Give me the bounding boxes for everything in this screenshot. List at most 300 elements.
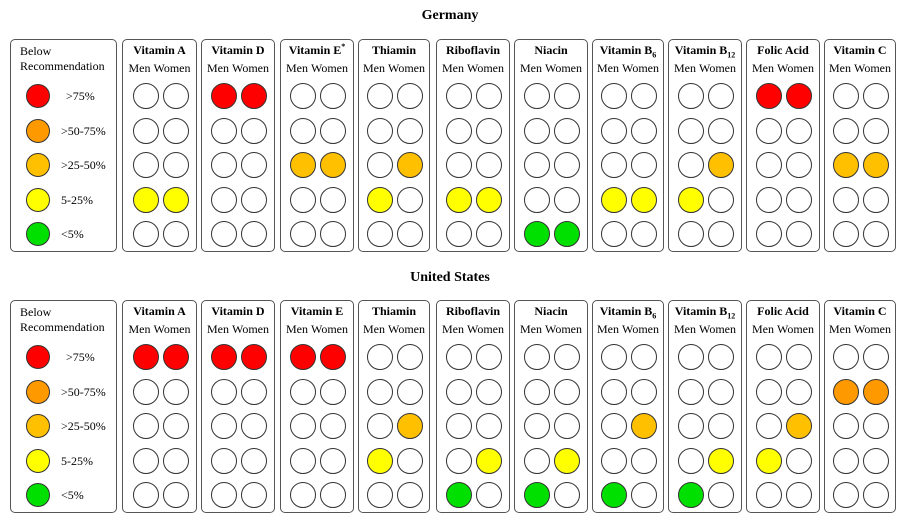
nutrient-name: [593, 304, 663, 321]
men-dot: [678, 152, 704, 178]
nutrient-name-text: Folic Acid: [757, 43, 809, 57]
nutrient-name: [437, 304, 509, 318]
nutrient-column: [668, 39, 742, 252]
women-dot: [163, 448, 189, 474]
women-dot: [554, 413, 580, 439]
nutrient-column: [122, 300, 197, 513]
women-dot: [863, 482, 889, 508]
men-label: Men: [828, 322, 851, 336]
sex-labels: [747, 61, 819, 75]
men-dot: [756, 152, 782, 178]
legend-label: <5%: [61, 488, 84, 502]
men-dot: [211, 152, 237, 178]
nutrient-column: [436, 300, 510, 513]
men-dot: [678, 482, 704, 508]
men-dot: [446, 379, 472, 405]
men-label: Men: [128, 61, 151, 75]
men-dot: [601, 152, 627, 178]
men-dot: [833, 482, 859, 508]
nutrient-name-text: Vitamin E: [288, 43, 342, 57]
men-dot: [133, 221, 159, 247]
men-dot: [601, 118, 627, 144]
women-dot: [320, 413, 346, 439]
nutrient-column: [514, 39, 588, 252]
women-dot: [786, 221, 812, 247]
women-dot: [554, 448, 580, 474]
women-label: Women: [853, 61, 892, 75]
nutrient-column: [436, 39, 510, 252]
men-label: Men: [206, 322, 229, 336]
women-dot: [163, 344, 189, 370]
men-dot: [601, 379, 627, 405]
women-dot: [554, 187, 580, 213]
women-dot: [631, 221, 657, 247]
nutrient-name: [747, 304, 819, 318]
women-dot: [241, 482, 267, 508]
sex-labels: [515, 322, 587, 336]
men-dot: [678, 83, 704, 109]
women-dot: [241, 413, 267, 439]
nutrient-superscript: *: [341, 42, 346, 51]
men-dot: [601, 187, 627, 213]
men-dot: [133, 344, 159, 370]
nutrient-subscript: 12: [727, 50, 736, 60]
women-dot: [476, 118, 502, 144]
men-dot: [601, 482, 627, 508]
men-dot: [524, 221, 550, 247]
men-dot: [446, 118, 472, 144]
women-dot: [163, 187, 189, 213]
men-dot: [133, 83, 159, 109]
men-dot: [678, 221, 704, 247]
sex-labels: [669, 322, 741, 336]
men-dot: [133, 413, 159, 439]
women-dot: [708, 152, 734, 178]
men-dot: [211, 118, 237, 144]
men-label: Men: [441, 61, 464, 75]
nutrient-name: [825, 304, 895, 318]
legend-swatch: [26, 380, 50, 404]
women-dot: [397, 152, 423, 178]
men-label: Men: [751, 322, 774, 336]
men-dot: [601, 83, 627, 109]
legend-heading: [20, 44, 105, 74]
sex-labels: [747, 322, 819, 336]
legend-swatch: [26, 414, 50, 438]
men-label: Men: [362, 322, 385, 336]
women-dot: [320, 83, 346, 109]
men-dot: [446, 482, 472, 508]
men-dot: [133, 118, 159, 144]
men-label: Men: [519, 61, 542, 75]
women-dot: [476, 83, 502, 109]
legend-label: >50-75%: [61, 384, 106, 399]
women-dot: [241, 118, 267, 144]
women-dot: [631, 482, 657, 508]
women-dot: [397, 482, 423, 508]
men-dot: [290, 379, 316, 405]
men-dot: [756, 83, 782, 109]
men-dot: [833, 448, 859, 474]
nutrient-column: [201, 300, 275, 513]
women-dot: [708, 448, 734, 474]
women-dot: [863, 413, 889, 439]
sex-labels: [202, 61, 274, 75]
men-dot: [367, 379, 393, 405]
men-dot: [678, 118, 704, 144]
men-label: Men: [128, 322, 151, 336]
nutrient-name: [359, 304, 429, 318]
women-dot: [786, 448, 812, 474]
women-dot: [476, 344, 502, 370]
sex-labels: [281, 61, 353, 75]
women-dot: [786, 482, 812, 508]
nutrient-name: [825, 43, 895, 57]
nutrient-name-text: Vitamin B: [674, 43, 728, 57]
nutrient-name: [123, 304, 196, 318]
sex-labels: [123, 322, 196, 336]
nutrient-name-text: Vitamin A: [133, 304, 186, 318]
women-dot: [863, 118, 889, 144]
men-label: Men: [673, 322, 696, 336]
nutrient-column: [201, 39, 275, 252]
nutrient-name-text: Vitamin B: [599, 304, 653, 318]
women-dot: [786, 344, 812, 370]
sex-labels: [825, 61, 895, 75]
men-dot: [367, 344, 393, 370]
men-dot: [290, 152, 316, 178]
men-dot: [290, 482, 316, 508]
women-dot: [554, 221, 580, 247]
women-dot: [397, 344, 423, 370]
women-dot: [320, 344, 346, 370]
nutrient-name-text: Vitamin C: [833, 43, 887, 57]
men-dot: [678, 448, 704, 474]
women-dot: [631, 448, 657, 474]
legend-swatch: [26, 345, 50, 369]
men-dot: [524, 379, 550, 405]
men-dot: [678, 344, 704, 370]
legend-heading-line2: Recommendation: [20, 59, 105, 73]
women-dot: [476, 221, 502, 247]
men-dot: [756, 187, 782, 213]
nutrient-name: [281, 43, 353, 57]
women-dot: [320, 152, 346, 178]
women-dot: [631, 118, 657, 144]
men-label: Men: [285, 322, 308, 336]
women-label: Women: [776, 322, 815, 336]
legend-box: [10, 39, 117, 252]
women-dot: [554, 83, 580, 109]
men-dot: [133, 152, 159, 178]
men-dot: [756, 221, 782, 247]
men-dot: [211, 448, 237, 474]
legend-heading-line2: Recommendation: [20, 320, 105, 334]
men-dot: [756, 482, 782, 508]
women-label: Women: [153, 61, 191, 75]
sex-labels: [437, 322, 509, 336]
men-dot: [833, 118, 859, 144]
sex-labels: [359, 322, 429, 336]
legend-swatch: [26, 222, 50, 246]
men-dot: [601, 448, 627, 474]
men-dot: [833, 187, 859, 213]
nutrient-name-text: Thiamin: [371, 304, 416, 318]
women-dot: [397, 83, 423, 109]
women-label: Women: [466, 61, 505, 75]
nutrient-name: [515, 43, 587, 57]
men-dot: [290, 187, 316, 213]
women-dot: [163, 152, 189, 178]
sex-labels: [593, 61, 663, 75]
nutrient-name: [515, 304, 587, 318]
men-dot: [290, 118, 316, 144]
women-label: Women: [466, 322, 505, 336]
sex-labels: [281, 322, 353, 336]
women-dot: [163, 118, 189, 144]
men-dot: [367, 448, 393, 474]
men-dot: [524, 187, 550, 213]
women-dot: [476, 482, 502, 508]
women-dot: [241, 152, 267, 178]
women-label: Women: [153, 322, 191, 336]
men-dot: [211, 187, 237, 213]
women-dot: [631, 379, 657, 405]
legend-heading-line1: Below: [20, 44, 52, 58]
men-dot: [367, 83, 393, 109]
men-dot: [833, 221, 859, 247]
nutrient-name-text: Riboflavin: [445, 43, 500, 57]
women-dot: [786, 187, 812, 213]
nutrient-name-text: Vitamin D: [211, 304, 265, 318]
women-dot: [554, 118, 580, 144]
legend-label: <5%: [61, 227, 84, 241]
men-label: Men: [285, 61, 308, 75]
legend-label: 5-25%: [61, 192, 93, 207]
nutrient-name: [437, 43, 509, 57]
men-dot: [211, 221, 237, 247]
men-dot: [133, 379, 159, 405]
legend-label: >75%: [66, 89, 95, 103]
women-dot: [708, 344, 734, 370]
nutrient-name: [123, 43, 196, 57]
women-dot: [476, 448, 502, 474]
women-label: Women: [310, 61, 349, 75]
men-dot: [601, 413, 627, 439]
men-label: Men: [673, 61, 696, 75]
women-dot: [397, 221, 423, 247]
men-dot: [367, 152, 393, 178]
sex-labels: [669, 61, 741, 75]
men-dot: [211, 379, 237, 405]
nutrient-name-text: Vitamin A: [133, 43, 186, 57]
men-dot: [211, 413, 237, 439]
nutrient-name-text: Thiamin: [371, 43, 416, 57]
women-label: Women: [387, 61, 426, 75]
men-dot: [524, 118, 550, 144]
women-dot: [708, 413, 734, 439]
women-dot: [320, 118, 346, 144]
women-dot: [397, 448, 423, 474]
men-dot: [524, 448, 550, 474]
women-label: Women: [544, 322, 583, 336]
nutrient-name-text: Niacin: [534, 43, 568, 57]
men-dot: [133, 448, 159, 474]
legend-heading-line1: Below: [20, 305, 52, 319]
men-dot: [446, 187, 472, 213]
women-dot: [786, 83, 812, 109]
nutrient-name-text: Vitamin B: [674, 304, 728, 318]
men-dot: [290, 344, 316, 370]
men-dot: [524, 83, 550, 109]
nutrient-name: [593, 43, 663, 60]
nutrient-column: [592, 300, 664, 513]
men-label: Men: [596, 322, 619, 336]
legend-label: >75%: [66, 350, 95, 364]
men-dot: [446, 152, 472, 178]
men-dot: [833, 83, 859, 109]
nutrient-name-text: Niacin: [534, 304, 568, 318]
women-label: Women: [621, 61, 660, 75]
nutrient-column: [358, 300, 430, 513]
men-dot: [524, 344, 550, 370]
nutrient-name: [669, 304, 741, 321]
legend-swatch: [26, 84, 50, 108]
women-label: Women: [310, 322, 349, 336]
women-dot: [320, 448, 346, 474]
women-label: Women: [231, 322, 270, 336]
men-dot: [446, 448, 472, 474]
women-label: Women: [231, 61, 270, 75]
men-dot: [756, 379, 782, 405]
women-dot: [163, 413, 189, 439]
men-label: Men: [751, 61, 774, 75]
men-dot: [290, 83, 316, 109]
men-dot: [446, 413, 472, 439]
sex-labels: [515, 61, 587, 75]
legend-label: >50-75%: [61, 123, 106, 138]
nutrient-name-text: Vitamin D: [211, 43, 265, 57]
men-dot: [367, 187, 393, 213]
women-dot: [708, 379, 734, 405]
women-dot: [397, 118, 423, 144]
men-dot: [211, 482, 237, 508]
men-dot: [133, 187, 159, 213]
nutrient-column: [592, 39, 664, 252]
legend-swatch: [26, 483, 50, 507]
women-dot: [320, 482, 346, 508]
men-dot: [133, 482, 159, 508]
nutrient-name-text: Folic Acid: [757, 304, 809, 318]
men-dot: [367, 482, 393, 508]
women-dot: [397, 187, 423, 213]
legend-swatch: [26, 449, 50, 473]
men-dot: [446, 221, 472, 247]
men-dot: [833, 379, 859, 405]
women-dot: [241, 187, 267, 213]
men-dot: [367, 221, 393, 247]
women-dot: [241, 448, 267, 474]
nutrient-column: [122, 39, 197, 252]
legend-box: [10, 300, 117, 513]
women-dot: [863, 187, 889, 213]
legend-heading: [20, 305, 105, 335]
men-dot: [290, 413, 316, 439]
men-dot: [524, 482, 550, 508]
men-label: Men: [206, 61, 229, 75]
women-dot: [554, 152, 580, 178]
men-label: Men: [441, 322, 464, 336]
nutrient-name-text: Riboflavin: [445, 304, 500, 318]
women-dot: [241, 83, 267, 109]
men-dot: [524, 152, 550, 178]
panel-title: Germany: [421, 8, 479, 23]
legend-label: 5-25%: [61, 453, 93, 468]
legend-label: >25-50%: [61, 419, 106, 433]
women-dot: [708, 83, 734, 109]
nutrient-column: [824, 39, 896, 252]
nutrient-column: [746, 300, 820, 513]
men-label: Men: [596, 61, 619, 75]
women-dot: [163, 221, 189, 247]
men-dot: [756, 118, 782, 144]
women-dot: [554, 379, 580, 405]
women-dot: [397, 413, 423, 439]
nutrient-column: [824, 300, 896, 513]
women-dot: [476, 413, 502, 439]
nutrient-column: [280, 39, 354, 252]
women-dot: [554, 482, 580, 508]
men-dot: [678, 413, 704, 439]
women-label: Women: [698, 61, 737, 75]
women-dot: [708, 482, 734, 508]
men-dot: [211, 83, 237, 109]
women-dot: [320, 379, 346, 405]
men-dot: [601, 221, 627, 247]
sex-labels: [359, 61, 429, 75]
legend-swatch: [26, 153, 50, 177]
women-dot: [631, 83, 657, 109]
nutrient-subscript: 6: [652, 311, 657, 321]
nutrient-column: [358, 39, 430, 252]
women-dot: [163, 379, 189, 405]
women-dot: [708, 118, 734, 144]
men-dot: [524, 413, 550, 439]
women-dot: [786, 152, 812, 178]
women-dot: [631, 344, 657, 370]
women-dot: [476, 152, 502, 178]
men-dot: [367, 118, 393, 144]
women-label: Women: [387, 322, 426, 336]
women-label: Women: [698, 322, 737, 336]
nutrient-name: [281, 304, 353, 318]
men-label: Men: [362, 61, 385, 75]
women-dot: [863, 221, 889, 247]
men-dot: [833, 344, 859, 370]
women-dot: [554, 344, 580, 370]
sex-labels: [123, 61, 196, 75]
men-dot: [601, 344, 627, 370]
women-dot: [786, 413, 812, 439]
sex-labels: [202, 322, 274, 336]
women-label: Women: [544, 61, 583, 75]
women-dot: [631, 413, 657, 439]
women-label: Women: [621, 322, 660, 336]
men-label: Men: [519, 322, 542, 336]
women-label: Women: [776, 61, 815, 75]
women-dot: [863, 152, 889, 178]
panel-title: United States: [410, 270, 490, 285]
